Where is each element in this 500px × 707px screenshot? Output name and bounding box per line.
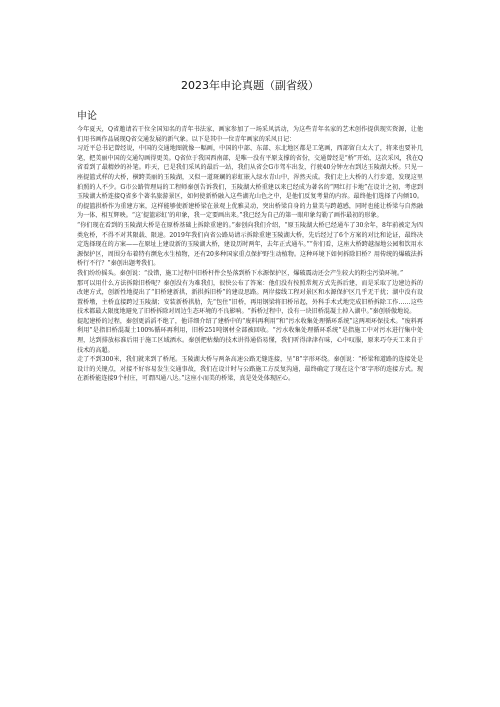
paragraph: 那可以用什么方法拆除旧桥呢？秦创没有为难我们，很快公布了答案：他们没有按照常规方式先拆后建，而是采取了边建边拆的改建方式，创新性地提出了“旧桥建新拱，新拱拆旧桥”的建设思路。两岸接线工程对景区和水源保护区几乎无干扰；湖中没有设置桥墩，主桥直接跨过玉陵湖；安装新桥拱肋，先“包住”旧桥，再用钢梁将旧桥吊起，外科手术式地完成旧桥拆除工作……这些技术都最大限度地避免了旧桥拆除对周边生态环境的不良影响。“拆桥过程中，没有一块旧桥混凝土掉入湖中。”秦创骄傲地说。 bbox=[77, 279, 423, 316]
paragraph: 今年夏天，Q省邀请若干位全国知名的青年书法家、画家参加了一场采风活动，为这些青年名家的艺术创作提供现实资源，让他们用书画作品展现Q省交通发展的新气象。以下是其中一位青年画家的采风日记： bbox=[77, 126, 423, 143]
document-body bbox=[77, 125, 423, 384]
paragraph: “你们现在看到的玉陵湖大桥是在原桥基础上拆除重建的。”秦创向我们介绍，“原玉陵湖大桥已经通车了30余年，8年前被定为四类危桥，不得不对其限载、限速。2019年我们向省公路局请示拆除重建玉陵湖大桥，先后经过了6个方案的对比和论证，最终决定选择现在的方案——在原址上建设新的玉陵湖大桥，建设历时两年，去年正式通车。”“你们看，这座大桥跨越湿地公园和饮用水源保护区，周围分布着特有濒危水生植物，还有20多种国家重点保护野生动植物。这种环境下如何拆除旧桥？用传统的爆破法拆桥行不行？”秦创出题考我们。 bbox=[77, 221, 423, 268]
paragraph: 习近平总书记曾经说，中国的交通地图就像一幅画，中国的中部、东部、东北地区都是工笔画，西部留白太大了，将来也要补几笔，把美丽中国的交通勾画得更美。Q省位于我国西南部，是唯一没有平原支撑的省份，交通曾经是“桥”开始，这次采风，我在Q省看到了最精妙的补笔。昨天，已是我们采风的最后一站，我们从省会G市驾车出发，行驶40分钟左右到达玉陵湖大桥。只见一座提篮式样的大桥，横跨美丽的玉陵湖，又似一道斑斓的彩虹嵌入绿水青山中，浑然天成。我们走上大桥的人行步道，发现这里拍照的人不少。G市公路管理局的工程师秦创告诉我们，玉陵湖大桥重建以来已经成为著名的“网红打卡地”在设计之初，考虑到玉陵湖大桥连接Q省多个著名旅游景区，如何使新桥融入这些湖光山色之中，是他们反复考量的内容。最终他们选择了内倾10。的提篮拱桥作为重建方案，这样能够使新建桥梁在景观上优雅灵动，突出桥梁自身的力量美与跨越感，同时也能让桥梁与自然融为一体、相互辉映。“这‘提篮彩虹’的印象，我一定要画出来。”我已经为自己的第一眼印象勾勒了画作最初的形象。 bbox=[77, 145, 423, 220]
page-title: 2023年申论真题（副省级） bbox=[181, 79, 319, 92]
section-heading: 申论 bbox=[77, 111, 97, 122]
paragraph: 走了不到300米，我们就来到了桥尾。玉陵湖大桥与两条高速公路无缝连接，呈“8”字形环绕。秦创说：“桥梁和道路的连接处是设计的关键点，对接不好容易发生交通事故，我们在设计时与公路施工方反复沟通，最终确定了现在这个‘8’字形的连接方式。现在新桥能连接9个村庄，可谓四通八达。”这座小而美的桥梁，真是处处体现匠心。 bbox=[77, 356, 423, 383]
paragraph: 提起建桥的过程，秦创更滔滔不绝了，他详细介绍了建桥中的“废料再利用”和“污水收集处理循环系统”这两项环保技术。“废料再利用”是指旧桥混凝土100%循环再利用，旧桥251吨钢材全部被回收。“污水收集处理循环系统”是指施工中对污水进行集中处理，达到排放标准后用于施工区域洒水。秦创把枯燥的技术讲得通俗易懂，我们听得津津有味，心中叹服，原来巧夺天工来自于技术的高超。 bbox=[77, 317, 423, 354]
paragraph: 我们纷纷摇头。秦创说：“没错，施工过程中旧桥杆件会坠落到桥下水源保护区，爆破震动还会产生较大的粉尘污染环境。” bbox=[77, 269, 404, 277]
